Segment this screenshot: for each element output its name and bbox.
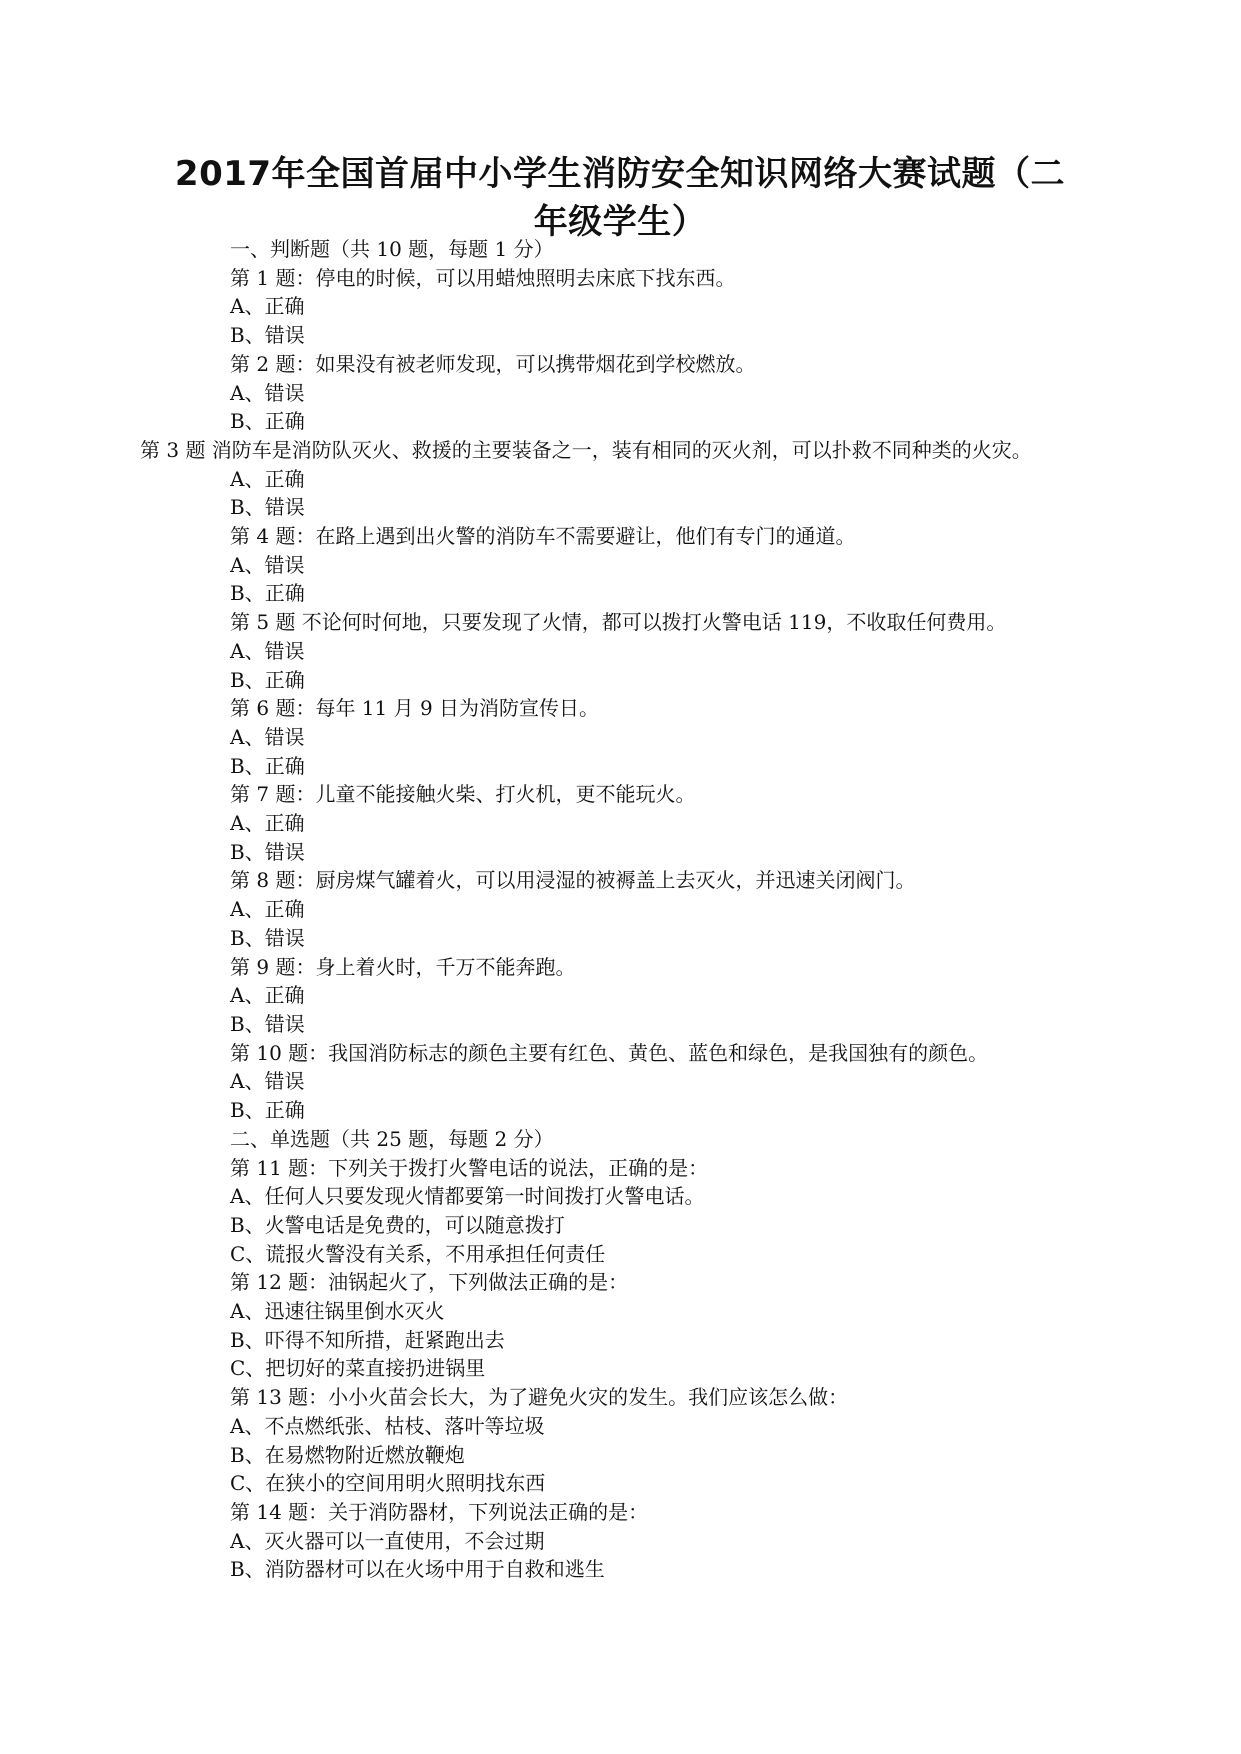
question-text: 第 4 题：在路上遇到出火警的消防车不需要避让，他们有专门的通道。 — [230, 524, 856, 549]
question-text: 第 14 题：关于消防器材，下列说法正确的是： — [230, 1499, 649, 1524]
question-text: 第 7 题：儿童不能接触火柴、打火机，更不能玩火。 — [230, 782, 696, 807]
document-title: 2017年全国首届中小学生消防安全知识网络大赛试题（二年级学生） — [174, 154, 1066, 242]
question-text: 第 1 题：停电的时候，可以用蜡烛照明去床底下找东西。 — [230, 265, 736, 290]
question-text: 第 8 题：厨房煤气罐着火，可以用浸湿的被褥盖上去灭火，并迅速关闭阀门。 — [230, 868, 916, 893]
option: B、吓得不知所措，赶紧跑出去 — [230, 1327, 505, 1352]
option: A、错误 — [230, 638, 305, 663]
section-heading: 一、判断题（共 10 题，每题 1 分） — [230, 237, 554, 261]
question-text: 第 10 题：我国消防标志的颜色主要有红色、黄色、蓝色和绿色，是我国独有的颜色。 — [230, 1040, 989, 1065]
option: A、错误 — [230, 1069, 305, 1094]
option: C、在狭小的空间用明火照明找东西 — [230, 1471, 546, 1496]
option: C、把切好的菜直接扔进锅里 — [230, 1356, 486, 1381]
option: A、正确 — [230, 897, 305, 922]
option: B、正确 — [230, 581, 305, 606]
option: A、灭火器可以一直使用，不会过期 — [230, 1528, 545, 1553]
option: B、错误 — [230, 495, 305, 520]
question-text: 第 12 题：油锅起火了，下列做法正确的是： — [230, 1270, 629, 1295]
question-text: 第 9 题：身上着火时，千万不能奔跑。 — [230, 954, 576, 979]
option: A、不点燃纸张、枯枝、落叶等垃圾 — [230, 1413, 545, 1438]
section-heading: 二、单选题（共 25 题，每题 2 分） — [230, 1126, 554, 1151]
option: A、正确 — [230, 811, 305, 836]
option: B、错误 — [230, 323, 305, 348]
option: A、任何人只要发现火情都要第一时间拨打火警电话。 — [230, 1184, 705, 1209]
question-text: 第 13 题：小小火苗会长大，为了避免火灾的发生。我们应该怎么做： — [230, 1385, 849, 1410]
question-text: 第 6 题：每年 11 月 9 日为消防宣传日。 — [230, 696, 600, 721]
option: C、谎报火警没有关系，不用承担任何责任 — [230, 1241, 606, 1266]
question-text: 第 3 题 消防车是消防队灭火、救援的主要装备之一，装有相同的灭火剂，可以扑救不同种类的火灾。 — [140, 437, 1032, 462]
option: A、迅速往锅里倒水灭火 — [230, 1299, 445, 1324]
option: A、错误 — [230, 552, 305, 577]
option: A、正确 — [230, 294, 305, 319]
option: B、正确 — [230, 409, 305, 434]
option: B、错误 — [230, 925, 305, 950]
option: A、正确 — [230, 466, 305, 491]
option: B、错误 — [230, 839, 305, 864]
option: A、正确 — [230, 983, 305, 1008]
document-body — [140, 235, 1060, 1584]
option: B、火警电话是免费的，可以随意拨打 — [230, 1212, 565, 1237]
option: B、错误 — [230, 1011, 305, 1036]
option: B、正确 — [230, 667, 305, 692]
option: B、在易燃物附近燃放鞭炮 — [230, 1442, 465, 1467]
option: B、正确 — [230, 753, 305, 778]
option: B、正确 — [230, 1098, 305, 1123]
question-text: 第 2 题：如果没有被老师发现，可以携带烟花到学校燃放。 — [230, 351, 756, 376]
option: A、错误 — [230, 380, 305, 405]
option: B、消防器材可以在火场中用于自救和逃生 — [230, 1557, 605, 1582]
option: A、错误 — [230, 724, 305, 749]
question-text: 第 11 题：下列关于拨打火警电话的说法，正确的是： — [230, 1155, 709, 1180]
question-text: 第 5 题 不论何时何地，只要发现了火情，都可以拨打火警电话 119，不收取任何费用。 — [230, 610, 1007, 635]
